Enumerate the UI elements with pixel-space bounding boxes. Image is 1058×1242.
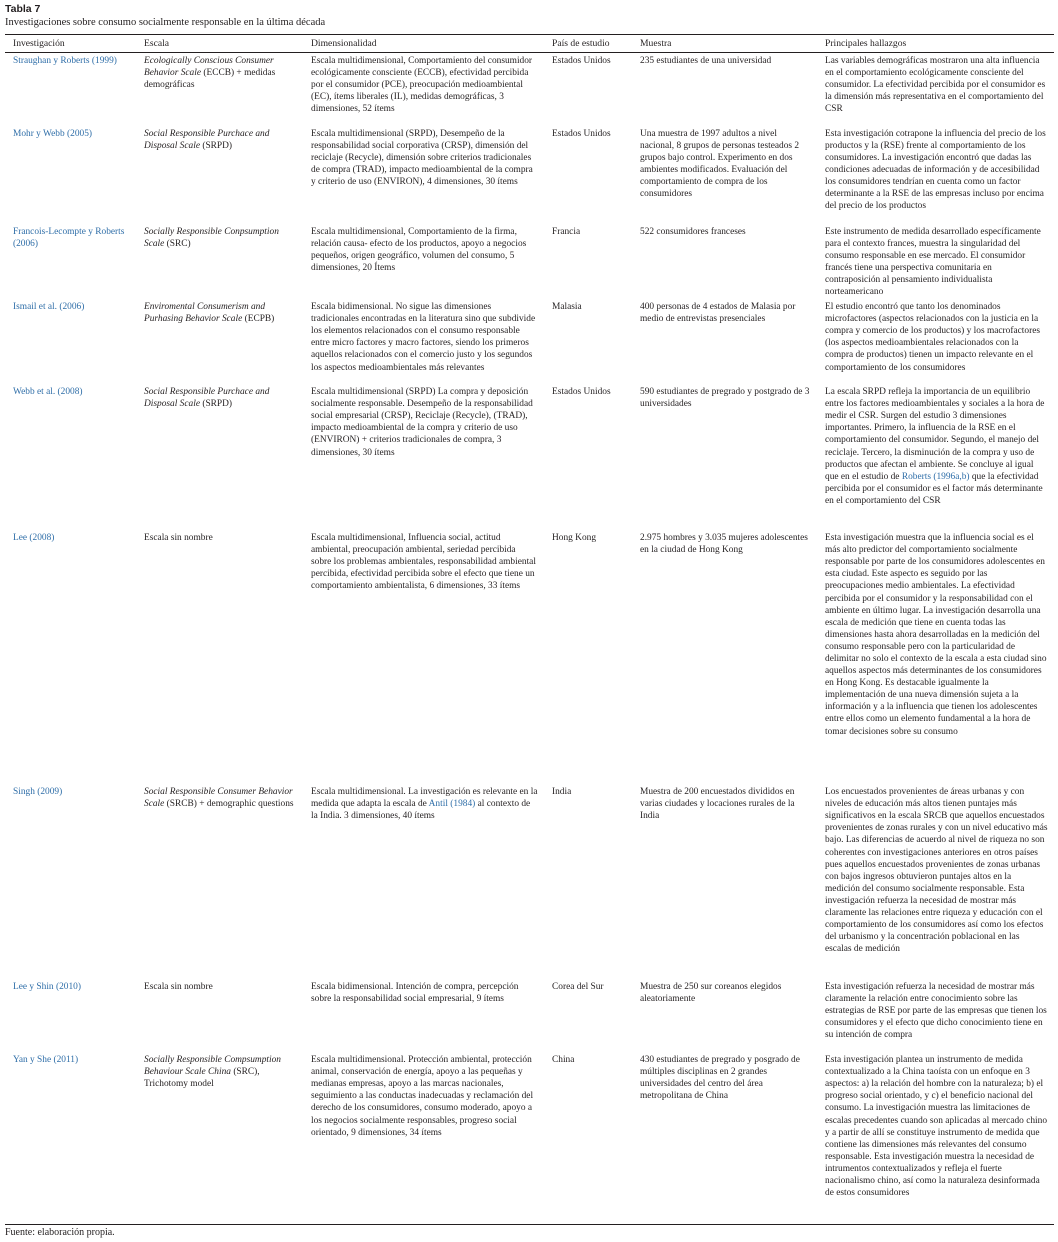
scale-name: Social Responsible Consumer Behavior Scale: [144, 787, 293, 810]
country-cell: Estados Unidos: [552, 128, 611, 139]
sample-cell: 2.975 hombres y 3.035 mujeres adolescentes en la ciudad de Hong Kong: [640, 533, 808, 556]
citation-link[interactable]: Antil (1984): [428, 799, 476, 810]
findings-cell: Esta investigación muestra que la influencia social es el más alto predictor del comportamiento socialmente responsable por parte de los consumidores adolescentes en esta ciudad. Este aspecto es seguido por las preocupaciones medio ambientales. La efectividad percibida por el consumidor y la responsabilidad con el ambiente en último lugar. La investigación desarrolla una escala de medición que tiene en cuenta todas las dimensiones hasta ahora desarrolladas en la medición del consumo responsable pero con la particularidad de delimitar no solo el contexto de la escala a esta ciudad sino aquellos aspectos más determinantes de los consumidores en Hong Kong. Es destacable igualmente la implementación de una nueva dimensión sujeta a la información y a la influencia que tienen los adolescentes entre ellos como un elemento fundamental a la hora de tomar decisiones sobre su consumo: [825, 533, 1047, 737]
author-link[interactable]: Lee (2008): [13, 533, 55, 544]
author-link[interactable]: Yan y She (2011): [5, 1052, 136, 1224]
findings-cell: Este instrumento de medida desarrollado específicamente para el contexto frances, muestra la singularidad del consumo responsable en ese mercado. El consumidor francés tiene una perspectiva comunitaria en contraposición al pensamiento individualista norteamericano: [825, 226, 1041, 297]
findings-cell: [817, 384, 1054, 530]
author-link[interactable]: Straughan y Roberts (1999): [13, 56, 117, 66]
table-row: [5, 53, 1054, 126]
table-row: [5, 299, 1054, 384]
header-hallazgos: Principales hallazgos: [817, 35, 1054, 53]
author-link[interactable]: Webb et al. (2008): [13, 387, 83, 398]
sample-cell: 590 estudiantes de pregrado y postgrado de 3 universidades: [640, 387, 810, 410]
country-cell: India: [552, 787, 572, 798]
scale-extra: (SRCB) + demographic questions: [164, 799, 294, 810]
scale-name: Social Responsible Purchace and Disposal Scale: [144, 387, 270, 410]
author-link[interactable]: Mohr y Webb (2005): [13, 128, 93, 139]
sample-cell: Muestra de 200 encuestados divididos en varias ciudades y locaciones rurales de la India: [640, 787, 795, 822]
scale-extra: (SRC), Trichotomy model: [144, 1067, 260, 1090]
table-caption: [5, 3, 1055, 29]
table-row: [5, 784, 1054, 979]
table-row: [5, 1052, 1054, 1224]
scale-name: Enviromental Consumerism and Purhasing Behavior Scale: [144, 302, 266, 325]
author-link[interactable]: Lee y Shin (2010): [13, 982, 81, 993]
author-link[interactable]: Francois-Lecompte y Roberts (2006): [13, 226, 125, 249]
scale-extra: (SRPD): [200, 140, 233, 151]
findings-cell: Esta investigación plantea un instrumento de medida contextualizado a la China taoísta con un enfoque en 3 aspectos: a) la relación del hombre con la naturaleza; b) el progreso social orientado, y c) el beneficio nacional del consumo. La investigación muestra las limitaciones de escalas precedentes cuando son aplicadas al mercado chino y a partir de allí se constituye instrumento de medida que contiene las dimensiones más relevantes del consumo responsable. Esta investigación muestra la necesidad de intrumentos contextualizados y refleja el fuerte nacionalismo chino, así como la naturaleza desinformada de estos consumidores: [817, 1052, 1054, 1224]
dimension-cell: Escala bidimensional. Intención de compra, percepción sobre la responsabilidad social empresarial, 9 ítems: [311, 982, 519, 1005]
dimension-text: al contexto de la India. 3 dimensiones, 40 ítems: [311, 799, 531, 822]
country-cell: Estados Unidos: [552, 56, 611, 66]
sample-cell: 430 estudiantes de pregrado y posgrado de múltiples disciplinas en 2 grandes universidades del centro del área metropolitana de China: [632, 1052, 817, 1224]
citation-link[interactable]: Roberts (1996a,b): [901, 471, 970, 482]
header-dimensionalidad: Dimensionalidad: [303, 35, 544, 53]
scale-name: Socially Responsible Compsumption Behaviour Scale China: [144, 1055, 281, 1078]
scale-cell: Escala sin nombre: [144, 982, 213, 993]
sample-cell: 235 estudiantes de una universidad: [640, 56, 772, 66]
findings-cell: Los encuestados provenientes de áreas urbanas y con niveles de educación más altos tienen puntajes más significativos en la escala SRCB que aquellos encuestados provenientes de zonas rurales y con un nivel educativo más bajo. Las diferencias de acuerdo al nivel de riqueza no son coherentes con investigaciones anteriores en otros países pues aquellos encuestados provenientes de zonas urbanas con bajos ingresos obtuvieron puntajes altos en la medición del consumo socialmente responsable. Esta investigación refuerza la necesidad de mostrar más claramente las relaciones entre riqueza y educación con el comportamiento de los consumidores así como los efectos del urbanismo y la concentración poblacional en las escalas de medición: [825, 787, 1048, 955]
findings-cell: Las variables demográficas mostraron una alta influencia en el comportamiento ecológicamente consciente del consumidor. La efectividad percibida por el consumidor es la dimensión más representativa en el comportamiento del CSR: [825, 56, 1046, 115]
table-row: [5, 384, 1054, 530]
country-cell: Estados Unidos: [552, 387, 611, 398]
dimension-cell: Escala multidimensional, Comportamiento de la firma, relación causa- efecto de los productos, apoyo a negocios pequeños, origen geográfico, volumen del consumo, 5 dimensiones, 20 Ítems: [311, 226, 527, 273]
findings-text: que la efectividad percibida por el consumidor es el factor más determinante en el comportamiento del CSR: [825, 471, 1043, 506]
sample-cell: Una muestra de 1997 adultos a nivel nacional, 8 grupos de personas testeados 2 grupos bajo control. Experimento en dos ambientes modificados. Evaluación del comportamiento de compra de los consumidores: [640, 128, 800, 199]
country-cell: Hong Kong: [552, 533, 597, 544]
table-row: [5, 224, 1054, 300]
sample-cell: 522 consumidores franceses: [640, 226, 746, 237]
scale-extra: (ECPB): [242, 314, 275, 325]
dimension-cell: Escala multidimensional. Protección ambiental, protección animal, conservación de energía, apoyo a las pequeñas y medianas empresas, apoyo a las marcas nacionales, seguimiento a las conductas inadecuadas y reclamación del derecho de los consumidores, consumo moderado, apoyo a los negocios socialmente responsables, progreso social orientado, 9 dimensiones, 34 ítems: [303, 1052, 544, 1224]
dimension-cell: [303, 784, 544, 979]
scale-name: Ecologically Conscious Consumer Behavior Scale: [144, 56, 274, 79]
scale-cell: [136, 224, 303, 300]
header-muestra: Muestra: [632, 35, 817, 53]
dimension-cell: Escala multidimensional (SRPD) La compra y deposición socialmente responsable. Desempeño de la responsabilidad social empresarial (CRSP), Reciclaje (Recycle), (TRAD), impacto medioambiental de la compra y criterio de uso (ENVIRON) + criterios tradicionales de compra, 3 dimensiones, 30 ítems: [311, 387, 533, 458]
scale-extra: (SRC): [164, 238, 191, 249]
header-escala: Escala: [136, 35, 303, 53]
header-pais: País de estudio: [544, 35, 632, 53]
dimension-cell: Escala bidimensional. No sigue las dimensiones tradicionales encontradas en la literatura sino que subdivide los elementos relacionados con el consumo responsable entre micro factores y macro factores, siendo los primeros aquellos relacionados con el comercio justo y los segundos los aspectos medioambientales más relevantes: [311, 302, 536, 373]
scale-cell: [136, 1052, 303, 1224]
country-cell: China: [544, 1052, 632, 1224]
scale-cell: [136, 299, 303, 384]
sample-cell: Muestra de 250 sur coreanos elegidos aleatoriamente: [640, 982, 782, 1005]
findings-text: La escala SRPD refleja la importancia de un equilibrio entre los factores medioambientales y sociales a la hora de medir el CSR. Surgen del estudio 3 dimensiones importantes. Primero, la influencia de la RSE en el comportamiento del consumidor. Segundo, el manejo del reciclaje. Tercero, la disminución de la compra y uso de productos que afectan el ambiente. Se concluye al igual que en el estudio de: [825, 387, 1045, 482]
table-footer: Fuente: elaboración propia.: [5, 1227, 115, 1238]
dimension-cell: Escala multidimensional, Comportamiento del consumidor ecológicamente consciente (ECCB), efectividad percibida por el consumidor (PCE), preocupación medioambiental (EC), ítems liberales (IL), medidas demográficas, 3 dimensiones, 52 ítems: [311, 56, 533, 115]
table-row: [5, 979, 1054, 1052]
table-title: Tabla 7: [5, 3, 41, 15]
dimension-text: Escala multidimensional. La investigación es relevante en la medida que adapta la escala de: [311, 787, 538, 810]
scale-cell: [136, 784, 303, 979]
scale-cell: Escala sin nombre: [144, 533, 213, 544]
country-cell: Malasia: [552, 302, 582, 313]
sample-cell: 400 personas de 4 estados de Malasia por medio de entrevistas presenciales: [640, 302, 796, 325]
author-link[interactable]: Singh (2009): [13, 787, 63, 798]
scale-cell: [136, 384, 303, 530]
country-cell: Francia: [552, 226, 581, 237]
table-subtitle: Investigaciones sobre consumo socialmente responsable en la última década: [5, 17, 326, 28]
table-row: [5, 530, 1054, 784]
scale-cell: [136, 53, 303, 126]
dimension-cell: Escala multidimensional (SRPD), Desempeño de la responsabilidad social corporativa (CRSP), dimensión del reciclaje (Recycle), dimensión sobre criterios tradicionales de compra (TRAD), impacto medioambiental de la compra y criterio de uso (ENVIRON), 4 dimensiones, 30 ítems: [311, 128, 533, 187]
findings-cell: Esta investigación refuerza la necesidad de mostrar más claramente la relación entre conocimiento sobre las estrategias de RSE por parte de las empresas que tienen los consumidores y el efecto que dicho conocimiento tiene en su intención de compra: [825, 982, 1047, 1041]
table-row: [5, 126, 1054, 224]
findings-cell: Esta investigación cotrapone la influencia del precio de los productos y la (RSE) frente al comportamiento de los consumidores. La investigación encontró que dadas las condiciones adecuadas de información y de accesibilidad los consumidores tendrían en cuenta como un factor determinante a la RSE de las empresas incluso por encima del precio de los productos: [825, 128, 1046, 212]
header-investigacion: Investigación: [5, 35, 136, 53]
scale-extra: (ECCB) + medidas demográficas: [144, 68, 276, 91]
research-table: [5, 34, 1054, 1225]
country-cell: Corea del Sur: [552, 982, 604, 993]
table-header-row: [5, 35, 1054, 53]
scale-cell: [136, 126, 303, 224]
scale-name: Socially Responsible Conpsumption Scale: [144, 226, 279, 249]
scale-name: Social Responsible Purchace and Disposal Scale: [144, 128, 270, 151]
author-link[interactable]: Ismail et al. (2006): [13, 302, 85, 313]
dimension-cell: Escala multidimensional, Influencia social, actitud ambiental, preocupación ambiental, seriedad percibida sobre los problemas ambientales, responsabilidad ambiental percibida, efectividad percibida sobre el efecto que tiene un comportamiento ambientalista, 6 dimensiones, 33 ítems: [311, 533, 536, 592]
scale-extra: (SRPD): [200, 399, 233, 410]
findings-cell: El estudio encontró que tanto los denominados microfactores (aspectos relacionados con la justicia en la compra y comercio de los productos) y los macrofactores (los aspectos medioambientales relacionados con la compra de productos) tienen un impacto relevante en el comportamiento de los consumidores: [825, 302, 1041, 373]
